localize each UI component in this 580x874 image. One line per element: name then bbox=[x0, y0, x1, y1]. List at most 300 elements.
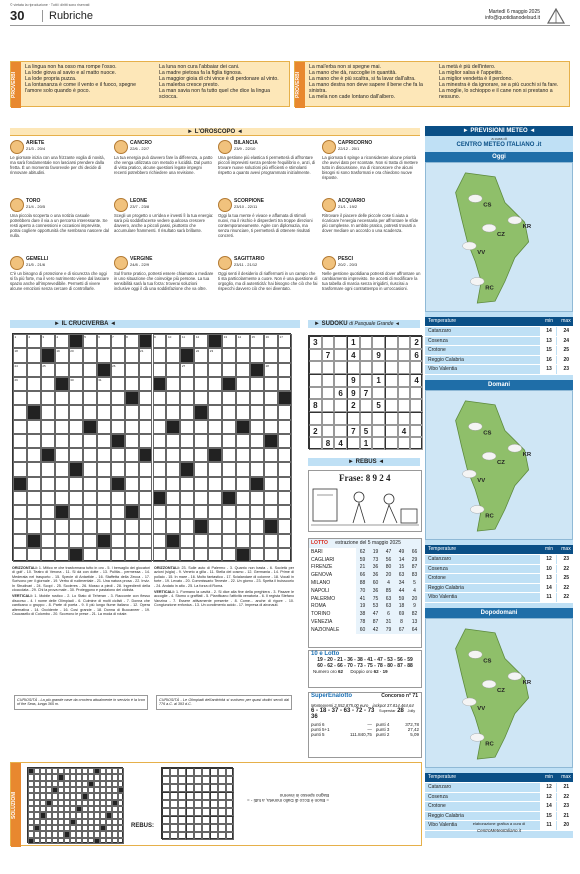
crossword-cell[interactable] bbox=[13, 348, 27, 362]
crossword-cell[interactable] bbox=[111, 448, 125, 462]
sudoku-cell[interactable] bbox=[385, 374, 398, 387]
crossword-cell[interactable] bbox=[236, 477, 250, 491]
crossword-cell[interactable] bbox=[153, 534, 167, 548]
sudoku-cell[interactable] bbox=[385, 412, 398, 425]
crossword-cell[interactable] bbox=[278, 448, 292, 462]
crossword-cell[interactable] bbox=[13, 420, 27, 434]
crossword-cell[interactable] bbox=[97, 334, 111, 348]
crossword-cell[interactable] bbox=[139, 548, 153, 562]
crossword-cell[interactable] bbox=[278, 434, 292, 448]
crossword-cell[interactable] bbox=[139, 505, 153, 519]
crossword-cell[interactable] bbox=[236, 348, 250, 362]
crossword-cell[interactable] bbox=[194, 334, 208, 348]
sudoku-cell[interactable]: 7 bbox=[347, 425, 360, 438]
crossword-cell[interactable] bbox=[278, 477, 292, 491]
crossword-cell[interactable] bbox=[208, 363, 222, 377]
crossword-cell[interactable] bbox=[180, 434, 194, 448]
crossword-cell[interactable] bbox=[139, 462, 153, 476]
sudoku-cell[interactable] bbox=[360, 374, 373, 387]
crossword-cell[interactable] bbox=[250, 377, 264, 391]
crossword-cell[interactable] bbox=[194, 420, 208, 434]
crossword-cell[interactable] bbox=[125, 420, 139, 434]
sudoku-cell[interactable]: 9 bbox=[347, 387, 360, 400]
crossword-cell[interactable] bbox=[83, 434, 97, 448]
crossword-cell[interactable] bbox=[208, 548, 222, 562]
crossword-cell[interactable] bbox=[153, 420, 167, 434]
crossword-cell[interactable] bbox=[222, 420, 236, 434]
sudoku-cell[interactable] bbox=[360, 399, 373, 412]
crossword-cell[interactable] bbox=[222, 548, 236, 562]
crossword-cell[interactable] bbox=[13, 405, 27, 419]
crossword-cell[interactable] bbox=[166, 505, 180, 519]
crossword-cell[interactable] bbox=[278, 491, 292, 505]
sudoku-cell[interactable] bbox=[385, 399, 398, 412]
sudoku-cell[interactable]: 3 bbox=[309, 336, 322, 349]
crossword-cell[interactable] bbox=[180, 377, 194, 391]
crossword-cell[interactable] bbox=[278, 363, 292, 377]
crossword-cell[interactable] bbox=[180, 420, 194, 434]
crossword-cell[interactable] bbox=[83, 534, 97, 548]
crossword-cell[interactable] bbox=[97, 420, 111, 434]
crossword-cell[interactable] bbox=[69, 505, 83, 519]
crossword-cell[interactable] bbox=[83, 462, 97, 476]
sudoku-cell[interactable] bbox=[410, 361, 423, 374]
sudoku-cell[interactable] bbox=[322, 425, 335, 438]
crossword-cell[interactable] bbox=[264, 377, 278, 391]
crossword-cell[interactable] bbox=[153, 348, 167, 362]
crossword-cell[interactable] bbox=[125, 491, 139, 505]
crossword-cell[interactable] bbox=[27, 363, 41, 377]
crossword-cell[interactable] bbox=[125, 434, 139, 448]
crossword-cell[interactable] bbox=[194, 548, 208, 562]
crossword-cell[interactable] bbox=[166, 348, 180, 362]
crossword-cell[interactable] bbox=[153, 334, 167, 348]
crossword-cell[interactable] bbox=[111, 519, 125, 533]
crossword-cell[interactable] bbox=[111, 534, 125, 548]
crossword-cell[interactable] bbox=[194, 462, 208, 476]
crossword-cell[interactable] bbox=[41, 534, 55, 548]
crossword-cell[interactable] bbox=[69, 491, 83, 505]
crossword-cell[interactable] bbox=[69, 391, 83, 405]
crossword-cell[interactable] bbox=[41, 462, 55, 476]
crossword-cell[interactable] bbox=[111, 420, 125, 434]
crossword-cell[interactable] bbox=[41, 505, 55, 519]
crossword-cell[interactable] bbox=[125, 405, 139, 419]
crossword-cell[interactable] bbox=[278, 420, 292, 434]
sudoku-cell[interactable] bbox=[309, 437, 322, 450]
crossword-cell[interactable] bbox=[55, 334, 69, 348]
crossword-cell[interactable] bbox=[125, 348, 139, 362]
sudoku-cell[interactable]: 1 bbox=[372, 374, 385, 387]
crossword-cell[interactable] bbox=[83, 348, 97, 362]
sudoku-cell[interactable] bbox=[360, 412, 373, 425]
sudoku-cell[interactable]: 4 bbox=[334, 437, 347, 450]
crossword-cell[interactable] bbox=[180, 534, 194, 548]
crossword-cell[interactable] bbox=[125, 377, 139, 391]
crossword-cell[interactable] bbox=[236, 519, 250, 533]
crossword-cell[interactable] bbox=[41, 548, 55, 562]
sudoku-cell[interactable] bbox=[334, 412, 347, 425]
crossword-cell[interactable] bbox=[208, 519, 222, 533]
crossword-cell[interactable] bbox=[139, 363, 153, 377]
crossword-cell[interactable] bbox=[97, 548, 111, 562]
crossword-cell[interactable] bbox=[83, 491, 97, 505]
crossword-cell[interactable] bbox=[222, 334, 236, 348]
sudoku-cell[interactable]: 5 bbox=[372, 399, 385, 412]
sudoku-cell[interactable] bbox=[410, 437, 423, 450]
crossword-cell[interactable] bbox=[250, 448, 264, 462]
crossword-cell[interactable] bbox=[236, 534, 250, 548]
crossword-cell[interactable] bbox=[27, 491, 41, 505]
crossword-cell[interactable] bbox=[125, 448, 139, 462]
crossword-cell[interactable] bbox=[264, 405, 278, 419]
crossword-cell[interactable] bbox=[125, 519, 139, 533]
crossword-cell[interactable] bbox=[83, 377, 97, 391]
sudoku-cell[interactable]: 4 bbox=[347, 349, 360, 362]
sudoku-cell[interactable] bbox=[347, 412, 360, 425]
crossword-cell[interactable] bbox=[13, 491, 27, 505]
crossword-cell[interactable] bbox=[153, 477, 167, 491]
crossword-cell[interactable] bbox=[13, 434, 27, 448]
crossword-cell[interactable] bbox=[97, 448, 111, 462]
crossword-cell[interactable] bbox=[41, 491, 55, 505]
crossword-cell[interactable] bbox=[208, 434, 222, 448]
crossword-cell[interactable] bbox=[125, 534, 139, 548]
sudoku-cell[interactable]: 5 bbox=[360, 425, 373, 438]
crossword-cell[interactable] bbox=[139, 391, 153, 405]
crossword-cell[interactable] bbox=[194, 391, 208, 405]
crossword-cell[interactable] bbox=[125, 477, 139, 491]
crossword-cell[interactable] bbox=[250, 519, 264, 533]
sudoku-cell[interactable] bbox=[347, 437, 360, 450]
crossword-cell[interactable] bbox=[264, 477, 278, 491]
crossword-cell[interactable] bbox=[153, 405, 167, 419]
crossword-cell[interactable] bbox=[264, 363, 278, 377]
crossword-cell[interactable] bbox=[27, 334, 41, 348]
sudoku-cell[interactable] bbox=[322, 336, 335, 349]
crossword-cell[interactable] bbox=[153, 391, 167, 405]
crossword-cell[interactable] bbox=[236, 462, 250, 476]
crossword-cell[interactable] bbox=[97, 348, 111, 362]
crossword-cell[interactable] bbox=[97, 377, 111, 391]
sudoku-cell[interactable] bbox=[347, 361, 360, 374]
crossword-cell[interactable] bbox=[222, 519, 236, 533]
sudoku-cell[interactable] bbox=[334, 425, 347, 438]
crossword-cell[interactable] bbox=[222, 534, 236, 548]
crossword-cell[interactable] bbox=[222, 505, 236, 519]
crossword-cell[interactable] bbox=[111, 462, 125, 476]
sudoku-cell[interactable] bbox=[398, 361, 411, 374]
crossword-cell[interactable] bbox=[13, 448, 27, 462]
crossword-cell[interactable] bbox=[69, 377, 83, 391]
crossword-cell[interactable] bbox=[69, 405, 83, 419]
sudoku-cell[interactable] bbox=[322, 412, 335, 425]
crossword-cell[interactable] bbox=[250, 491, 264, 505]
crossword-cell[interactable] bbox=[55, 420, 69, 434]
crossword-cell[interactable] bbox=[97, 462, 111, 476]
crossword-cell[interactable] bbox=[97, 391, 111, 405]
crossword-cell[interactable] bbox=[208, 405, 222, 419]
crossword-cell[interactable] bbox=[166, 491, 180, 505]
crossword-cell[interactable] bbox=[250, 548, 264, 562]
sudoku-cell[interactable] bbox=[385, 361, 398, 374]
crossword-cell[interactable] bbox=[278, 377, 292, 391]
sudoku-cell[interactable]: 1 bbox=[347, 336, 360, 349]
crossword-cell[interactable] bbox=[27, 448, 41, 462]
crossword-cell[interactable] bbox=[41, 420, 55, 434]
crossword-cell[interactable] bbox=[27, 391, 41, 405]
crossword-cell[interactable] bbox=[278, 462, 292, 476]
sudoku-cell[interactable] bbox=[385, 387, 398, 400]
crossword-cell[interactable] bbox=[208, 391, 222, 405]
crossword-cell[interactable] bbox=[222, 462, 236, 476]
crossword-cell[interactable] bbox=[278, 405, 292, 419]
crossword-cell[interactable] bbox=[55, 405, 69, 419]
sudoku-cell[interactable] bbox=[322, 361, 335, 374]
crossword-cell[interactable] bbox=[278, 334, 292, 348]
crossword-cell[interactable] bbox=[83, 505, 97, 519]
sudoku-cell[interactable] bbox=[372, 387, 385, 400]
crossword-cell[interactable] bbox=[153, 462, 167, 476]
sudoku-cell[interactable] bbox=[360, 336, 373, 349]
crossword-cell[interactable] bbox=[41, 434, 55, 448]
crossword-cell[interactable] bbox=[222, 434, 236, 448]
crossword-cell[interactable] bbox=[55, 548, 69, 562]
crossword-cell[interactable] bbox=[139, 420, 153, 434]
crossword-cell[interactable] bbox=[125, 334, 139, 348]
crossword-cell[interactable] bbox=[236, 377, 250, 391]
crossword-cell[interactable] bbox=[180, 391, 194, 405]
crossword-cell[interactable] bbox=[236, 391, 250, 405]
crossword-cell[interactable] bbox=[153, 448, 167, 462]
crossword-cell[interactable] bbox=[180, 477, 194, 491]
sudoku-cell[interactable] bbox=[410, 412, 423, 425]
crossword-cell[interactable] bbox=[27, 420, 41, 434]
crossword-cell[interactable] bbox=[111, 363, 125, 377]
crossword-cell[interactable] bbox=[27, 434, 41, 448]
sudoku-cell[interactable]: 7 bbox=[322, 349, 335, 362]
crossword-cell[interactable] bbox=[180, 491, 194, 505]
crossword-cell[interactable] bbox=[180, 363, 194, 377]
crossword-cell[interactable] bbox=[166, 377, 180, 391]
sudoku-cell[interactable] bbox=[309, 374, 322, 387]
crossword-cell[interactable] bbox=[83, 477, 97, 491]
crossword-cell[interactable] bbox=[55, 491, 69, 505]
sudoku-cell[interactable] bbox=[334, 349, 347, 362]
sudoku-cell[interactable]: 2 bbox=[410, 336, 423, 349]
crossword-cell[interactable] bbox=[69, 477, 83, 491]
sudoku-cell[interactable] bbox=[385, 437, 398, 450]
crossword-cell[interactable] bbox=[83, 405, 97, 419]
crossword-cell[interactable] bbox=[208, 491, 222, 505]
crossword-cell[interactable] bbox=[180, 548, 194, 562]
sudoku-cell[interactable] bbox=[309, 361, 322, 374]
crossword-cell[interactable] bbox=[180, 448, 194, 462]
sudoku-cell[interactable]: 6 bbox=[334, 387, 347, 400]
crossword-cell[interactable] bbox=[55, 348, 69, 362]
crossword-cell[interactable] bbox=[27, 462, 41, 476]
crossword-cell[interactable] bbox=[139, 434, 153, 448]
crossword-cell[interactable] bbox=[222, 363, 236, 377]
crossword-cell[interactable] bbox=[111, 334, 125, 348]
crossword-cell[interactable] bbox=[194, 377, 208, 391]
crossword-cell[interactable] bbox=[83, 548, 97, 562]
sudoku-grid[interactable] bbox=[308, 335, 422, 449]
crossword-cell[interactable] bbox=[166, 519, 180, 533]
crossword-cell[interactable] bbox=[222, 391, 236, 405]
crossword-cell[interactable] bbox=[166, 448, 180, 462]
sudoku-cell[interactable]: 8 bbox=[322, 437, 335, 450]
crossword-cell[interactable] bbox=[278, 534, 292, 548]
crossword-cell[interactable] bbox=[264, 420, 278, 434]
crossword-cell[interactable] bbox=[69, 534, 83, 548]
crossword-cell[interactable] bbox=[139, 348, 153, 362]
crossword-cell[interactable] bbox=[69, 519, 83, 533]
crossword-cell[interactable] bbox=[236, 434, 250, 448]
sudoku-cell[interactable] bbox=[398, 374, 411, 387]
crossword-cell[interactable] bbox=[236, 491, 250, 505]
crossword-cell[interactable] bbox=[111, 405, 125, 419]
crossword-cell[interactable] bbox=[97, 505, 111, 519]
crossword-cell[interactable] bbox=[180, 519, 194, 533]
crossword-cell[interactable] bbox=[166, 363, 180, 377]
sudoku-cell[interactable] bbox=[372, 437, 385, 450]
sudoku-cell[interactable] bbox=[360, 361, 373, 374]
crossword-cell[interactable] bbox=[55, 534, 69, 548]
sudoku-cell[interactable]: 4 bbox=[398, 425, 411, 438]
crossword-cell[interactable] bbox=[208, 477, 222, 491]
crossword-cell[interactable] bbox=[278, 519, 292, 533]
sudoku-cell[interactable] bbox=[372, 361, 385, 374]
crossword-cell[interactable] bbox=[222, 477, 236, 491]
crossword-cell[interactable] bbox=[27, 377, 41, 391]
crossword-cell[interactable] bbox=[264, 348, 278, 362]
sudoku-cell[interactable] bbox=[309, 412, 322, 425]
crossword-cell[interactable] bbox=[166, 548, 180, 562]
crossword-cell[interactable] bbox=[13, 548, 27, 562]
crossword-cell[interactable] bbox=[264, 462, 278, 476]
sudoku-cell[interactable] bbox=[322, 387, 335, 400]
crossword-cell[interactable] bbox=[250, 505, 264, 519]
sudoku-cell[interactable]: 7 bbox=[360, 387, 373, 400]
crossword-cell[interactable] bbox=[97, 519, 111, 533]
crossword-cell[interactable] bbox=[55, 462, 69, 476]
crossword-cell[interactable] bbox=[97, 405, 111, 419]
crossword-cell[interactable] bbox=[139, 405, 153, 419]
crossword-cell[interactable] bbox=[278, 505, 292, 519]
sudoku-cell[interactable] bbox=[372, 425, 385, 438]
sudoku-cell[interactable] bbox=[410, 425, 423, 438]
crossword-cell[interactable] bbox=[111, 377, 125, 391]
crossword-cell[interactable] bbox=[69, 363, 83, 377]
crossword-cell[interactable] bbox=[166, 334, 180, 348]
crossword-cell[interactable] bbox=[55, 363, 69, 377]
crossword-cell[interactable] bbox=[27, 548, 41, 562]
crossword-cell[interactable] bbox=[250, 434, 264, 448]
crossword-cell[interactable] bbox=[55, 448, 69, 462]
crossword-cell[interactable] bbox=[278, 348, 292, 362]
crossword-cell[interactable] bbox=[41, 519, 55, 533]
crossword-cell[interactable] bbox=[166, 462, 180, 476]
crossword-cell[interactable] bbox=[250, 405, 264, 419]
crossword-cell[interactable] bbox=[13, 519, 27, 533]
sudoku-cell[interactable] bbox=[410, 399, 423, 412]
crossword-cell[interactable] bbox=[111, 548, 125, 562]
crossword-cell[interactable] bbox=[194, 448, 208, 462]
sudoku-cell[interactable] bbox=[322, 399, 335, 412]
crossword-cell[interactable] bbox=[13, 534, 27, 548]
sudoku-cell[interactable] bbox=[334, 399, 347, 412]
crossword-cell[interactable] bbox=[222, 448, 236, 462]
crossword-cell[interactable] bbox=[264, 391, 278, 405]
crossword-cell[interactable] bbox=[208, 348, 222, 362]
crossword-cell[interactable] bbox=[222, 348, 236, 362]
crossword-cell[interactable] bbox=[153, 519, 167, 533]
sudoku-cell[interactable]: 1 bbox=[360, 437, 373, 450]
sudoku-cell[interactable] bbox=[385, 425, 398, 438]
sudoku-cell[interactable] bbox=[334, 361, 347, 374]
crossword-cell[interactable] bbox=[250, 391, 264, 405]
sudoku-cell[interactable]: 9 bbox=[347, 374, 360, 387]
crossword-cell[interactable] bbox=[27, 505, 41, 519]
crossword-cell[interactable] bbox=[250, 334, 264, 348]
crossword-cell[interactable] bbox=[250, 348, 264, 362]
crossword-cell[interactable] bbox=[139, 377, 153, 391]
crossword-cell[interactable] bbox=[139, 477, 153, 491]
crossword-cell[interactable] bbox=[250, 534, 264, 548]
crossword-cell[interactable] bbox=[166, 391, 180, 405]
crossword-cell[interactable] bbox=[97, 491, 111, 505]
sudoku-cell[interactable] bbox=[309, 387, 322, 400]
crossword-grid[interactable] bbox=[12, 333, 291, 561]
crossword-cell[interactable] bbox=[264, 491, 278, 505]
crossword-cell[interactable] bbox=[194, 363, 208, 377]
sudoku-cell[interactable] bbox=[410, 387, 423, 400]
crossword-cell[interactable] bbox=[27, 519, 41, 533]
crossword-cell[interactable] bbox=[41, 377, 55, 391]
crossword-cell[interactable] bbox=[13, 334, 27, 348]
sudoku-cell[interactable] bbox=[398, 412, 411, 425]
crossword-cell[interactable] bbox=[69, 448, 83, 462]
crossword-cell[interactable] bbox=[264, 534, 278, 548]
crossword-cell[interactable] bbox=[278, 548, 292, 562]
crossword-cell[interactable] bbox=[236, 505, 250, 519]
sudoku-cell[interactable] bbox=[372, 412, 385, 425]
crossword-cell[interactable] bbox=[153, 505, 167, 519]
crossword-cell[interactable] bbox=[264, 548, 278, 562]
crossword-cell[interactable] bbox=[111, 491, 125, 505]
crossword-cell[interactable] bbox=[27, 348, 41, 362]
sudoku-cell[interactable] bbox=[322, 374, 335, 387]
crossword-cell[interactable] bbox=[97, 434, 111, 448]
crossword-cell[interactable] bbox=[194, 534, 208, 548]
crossword-cell[interactable] bbox=[153, 363, 167, 377]
crossword-cell[interactable] bbox=[83, 519, 97, 533]
crossword-cell[interactable] bbox=[250, 420, 264, 434]
crossword-cell[interactable] bbox=[180, 505, 194, 519]
crossword-cell[interactable] bbox=[153, 548, 167, 562]
crossword-cell[interactable] bbox=[153, 434, 167, 448]
crossword-cell[interactable] bbox=[166, 477, 180, 491]
crossword-cell[interactable] bbox=[41, 405, 55, 419]
crossword-cell[interactable] bbox=[264, 505, 278, 519]
crossword-cell[interactable] bbox=[194, 505, 208, 519]
crossword-cell[interactable] bbox=[27, 477, 41, 491]
crossword-cell[interactable] bbox=[208, 462, 222, 476]
crossword-cell[interactable] bbox=[166, 434, 180, 448]
crossword-cell[interactable] bbox=[69, 348, 83, 362]
crossword-cell[interactable] bbox=[264, 334, 278, 348]
